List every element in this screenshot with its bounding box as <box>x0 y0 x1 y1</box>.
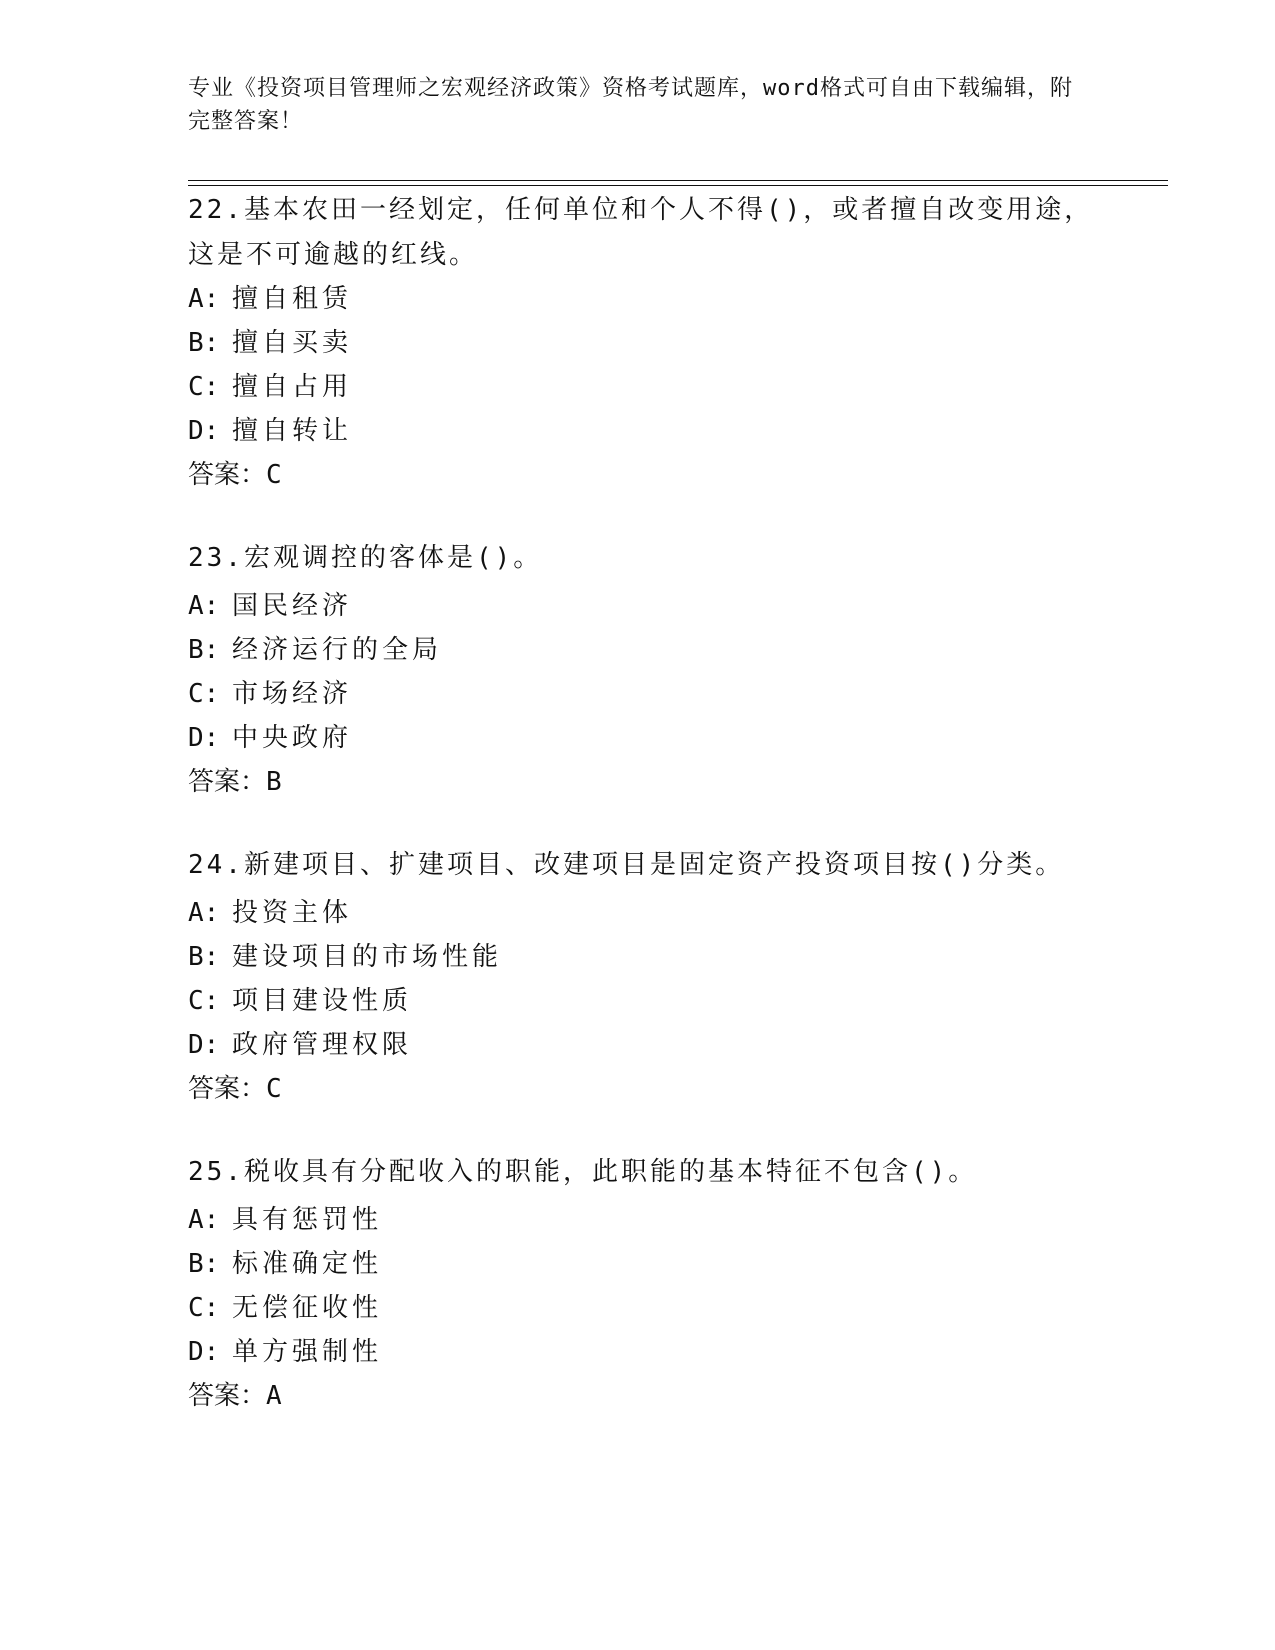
option-key: A: <box>188 591 220 621</box>
option-key: D: <box>188 723 220 753</box>
answer-label: 答案： <box>188 460 267 490</box>
question-24-option-b <box>188 941 502 973</box>
question-23-option-b <box>188 634 442 666</box>
question-23-option-d <box>188 722 352 754</box>
question-23-answer <box>188 766 282 798</box>
option-text: 经济运行的全局 <box>232 635 443 665</box>
header-divider-top <box>188 180 1168 181</box>
option-text: 单方强制性 <box>232 1337 383 1367</box>
option-text: 建设项目的市场性能 <box>232 942 503 972</box>
question-25-option-a <box>188 1204 382 1236</box>
question-24-option-c <box>188 985 412 1017</box>
option-text: 擅自租赁 <box>232 284 353 314</box>
option-key: B: <box>188 635 220 665</box>
option-key: B: <box>188 328 220 358</box>
option-key: B: <box>188 942 220 972</box>
option-key: D: <box>188 1030 220 1060</box>
option-text: 擅自买卖 <box>232 328 353 358</box>
question-22-option-c <box>188 371 352 403</box>
document-header: 专业《投资项目管理师之宏观经济政策》资格考试题库，word格式可自由下载编辑，附完整答案！ <box>188 76 1073 134</box>
answer-value: B <box>266 767 282 797</box>
question-24-option-a <box>188 897 352 929</box>
option-key: D: <box>188 416 220 446</box>
question-24-stem: 24.新建项目、扩建项目、改建项目是固定资产投资项目按()分类。 <box>188 850 1065 880</box>
question-23-option-a <box>188 590 352 622</box>
option-text: 投资主体 <box>232 898 353 928</box>
option-text: 中央政府 <box>232 723 353 753</box>
question-23-option-c <box>188 678 352 710</box>
answer-label: 答案： <box>188 1381 267 1411</box>
option-key: A: <box>188 284 220 314</box>
option-key: B: <box>188 1249 220 1279</box>
answer-value: C <box>266 460 282 490</box>
option-text: 无偿征收性 <box>232 1293 383 1323</box>
question-24-answer <box>188 1073 282 1105</box>
question-24-option-d <box>188 1029 412 1061</box>
option-key: A: <box>188 1205 220 1235</box>
answer-value: A <box>266 1381 282 1411</box>
question-25-stem: 25.税收具有分配收入的职能，此职能的基本特征不包含()。 <box>188 1157 978 1187</box>
question-25-answer <box>188 1380 282 1412</box>
option-key: A: <box>188 898 220 928</box>
option-key: C: <box>188 986 220 1016</box>
option-text: 擅自转让 <box>232 416 353 446</box>
question-22-option-b <box>188 327 352 359</box>
question-22-option-a <box>188 283 352 315</box>
option-text: 擅自占用 <box>232 372 353 402</box>
question-23-stem: 23.宏观调控的客体是()。 <box>188 543 543 573</box>
option-key: C: <box>188 679 220 709</box>
option-text: 国民经济 <box>232 591 353 621</box>
question-22-option-d <box>188 415 352 447</box>
header-divider-bottom <box>188 185 1168 186</box>
question-25-option-d <box>188 1336 382 1368</box>
option-key: C: <box>188 1293 220 1323</box>
answer-label: 答案： <box>188 767 267 797</box>
option-text: 项目建设性质 <box>232 986 413 1016</box>
question-25-option-b <box>188 1248 382 1280</box>
question-22-answer <box>188 459 282 491</box>
option-text: 标准确定性 <box>232 1249 383 1279</box>
option-text: 政府管理权限 <box>232 1030 413 1060</box>
answer-label: 答案： <box>188 1074 267 1104</box>
option-text: 市场经济 <box>232 679 353 709</box>
answer-value: C <box>266 1074 282 1104</box>
question-25-option-c <box>188 1292 382 1324</box>
question-22-stem: 22.基本农田一经划定，任何单位和个人不得()，或者擅自改变用途，这是不可逾越的红线。 <box>188 195 1094 270</box>
option-text: 具有惩罚性 <box>232 1205 383 1235</box>
option-key: D: <box>188 1337 220 1367</box>
option-key: C: <box>188 372 220 402</box>
